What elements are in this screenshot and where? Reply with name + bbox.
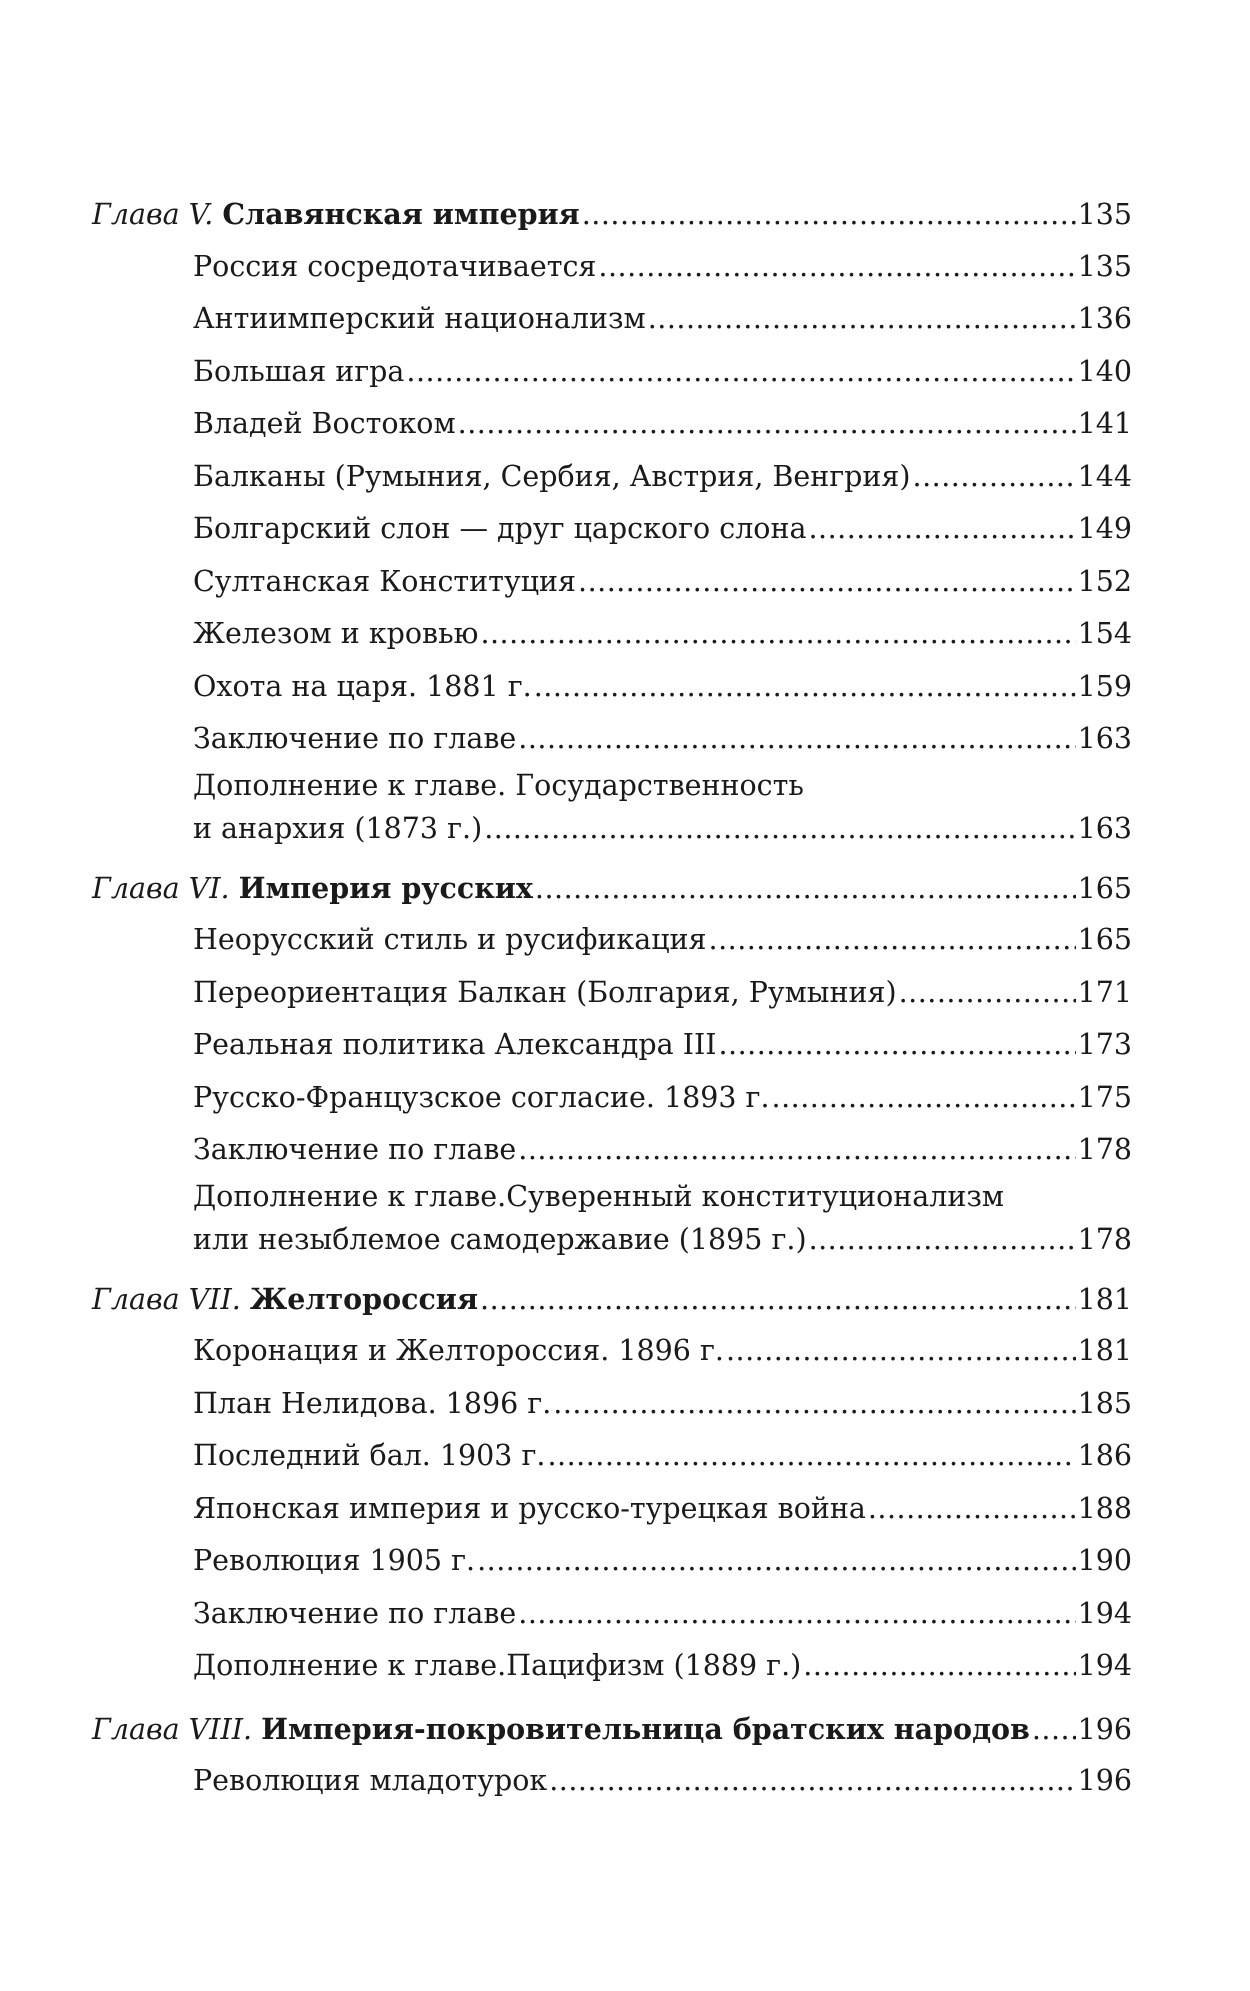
toc-entry[interactable] [92, 1378, 1132, 1431]
leader-dots [803, 1640, 1075, 1693]
leader-dots [709, 914, 1076, 967]
leader-dots [582, 189, 1076, 242]
entry-title: Коронация и Желтороссия. 1896 г. [193, 1334, 724, 1367]
leader-dots [484, 806, 1075, 852]
leader-dots [518, 1588, 1075, 1641]
entry-title: или незыблемое самодержавие (1895 г.) [193, 1222, 807, 1256]
leader-dots [477, 1535, 1075, 1588]
chapter-title: Империя русских [238, 870, 533, 905]
leader-dots [553, 1378, 1075, 1431]
toc-entry-addendum-line1[interactable] [92, 766, 1132, 806]
toc-entry[interactable] [92, 914, 1132, 967]
chapter-title: Империя-покровительница братских народов [261, 1711, 1030, 1746]
toc-entry[interactable] [92, 661, 1132, 714]
entry-title: Дополнение к главе. Государственность [193, 768, 804, 802]
entry-title: Заключение по главе [193, 722, 517, 755]
toc-entry[interactable] [92, 1325, 1132, 1378]
toc-entry[interactable] [92, 556, 1132, 609]
page-number: 175 [1077, 1080, 1132, 1114]
entry-title: Заключение по главе [193, 1133, 517, 1166]
entry-title: Дополнение к главе.Пацифизм (1889 г.) [193, 1649, 802, 1682]
page-number: 163 [1077, 811, 1132, 845]
page-number: 178 [1077, 1133, 1132, 1166]
entry-title: Неорусский стиль и русификация [193, 923, 707, 956]
page-number: 141 [1077, 407, 1132, 440]
leader-dots [868, 1483, 1076, 1536]
chapter-label: Глава VII. [92, 1282, 241, 1316]
toc-entry-addendum-line2[interactable] [92, 1217, 1132, 1263]
toc-entry[interactable] [92, 1072, 1132, 1125]
entry-title: Болгарский слон — друг царского слона [193, 512, 807, 545]
page-number: 165 [1077, 923, 1132, 956]
entry-title: Японская империя и русско-турецкая война [193, 1491, 866, 1525]
leader-dots [518, 713, 1075, 766]
entry-title: Балканы (Румыния, Сербия, Австрия, Венгрия) [193, 459, 911, 493]
toc-entry[interactable] [92, 1755, 1132, 1808]
entry-title: Заключение по главе [193, 1596, 517, 1630]
toc-entry[interactable] [92, 1019, 1132, 1072]
leader-dots [534, 661, 1076, 714]
toc-entry[interactable] [92, 451, 1132, 504]
page-number: 159 [1077, 669, 1132, 703]
page-number: 186 [1077, 1439, 1132, 1472]
leader-dots [480, 1274, 1076, 1327]
entry-title: Большая игра [193, 354, 405, 388]
entry-title: и анархия (1873 г.) [193, 811, 483, 845]
page-number: 178 [1077, 1222, 1132, 1256]
page-number: 181 [1077, 1282, 1132, 1316]
chapter-label: Глава VIII. [92, 1712, 253, 1746]
leader-dots [406, 346, 1075, 399]
toc-entry[interactable] [92, 1124, 1132, 1177]
toc-entry[interactable] [92, 967, 1132, 1020]
page-number: 165 [1077, 871, 1132, 905]
toc-entry[interactable] [92, 1588, 1132, 1641]
entry-title: Последний бал. 1903 г. [193, 1439, 546, 1472]
page-number: 194 [1077, 1649, 1132, 1682]
page-number: 149 [1077, 512, 1132, 545]
leader-dots [808, 503, 1075, 556]
leader-dots [726, 1325, 1076, 1378]
entry-title: Султанская Конституция [193, 564, 577, 598]
page-number: 190 [1077, 1544, 1132, 1577]
leader-dots [458, 398, 1076, 451]
entry-title: Россия сосредотачивается [193, 249, 597, 283]
toc-entry[interactable] [92, 1483, 1132, 1536]
leader-dots [913, 451, 1076, 504]
toc-entry[interactable] [92, 1430, 1132, 1483]
chapter-label: Глава VI. [92, 871, 230, 905]
page-number: 136 [1077, 302, 1132, 335]
page-number: 140 [1077, 354, 1132, 388]
leader-dots [598, 241, 1075, 294]
leader-dots [1032, 1704, 1076, 1757]
toc-entry[interactable] [92, 1535, 1132, 1588]
toc-entry-addendum-line1[interactable] [92, 1177, 1132, 1217]
page-number: 171 [1077, 975, 1132, 1009]
entry-title: Железом и кровью [193, 617, 479, 650]
entry-title: Антиимперский национализм [193, 302, 646, 335]
leader-dots [719, 1019, 1076, 1072]
entry-title: План Нелидова. 1896 г. [193, 1386, 552, 1420]
entry-title: Реальная политика Александра III [193, 1028, 717, 1061]
entry-title: Переориентация Балкан (Болгария, Румыния) [193, 975, 897, 1009]
page-number: 188 [1077, 1491, 1132, 1525]
toc-entry[interactable] [92, 398, 1132, 451]
page-number: 163 [1077, 722, 1132, 755]
page-number: 181 [1077, 1334, 1132, 1367]
chapter-label: Глава V. [92, 198, 214, 231]
toc-entry[interactable] [92, 608, 1132, 661]
entry-title: Революция 1905 г. [193, 1544, 476, 1577]
page-number: 185 [1077, 1386, 1132, 1420]
leader-dots [809, 1217, 1076, 1263]
chapter-5-entry[interactable] [92, 188, 1132, 241]
chapter-7-entry[interactable] [92, 1273, 1132, 1326]
page-number: 196 [1077, 1764, 1132, 1797]
table-of-contents [92, 188, 1132, 1808]
chapter-title: Желтороссия [249, 1281, 479, 1316]
leader-dots [548, 1430, 1076, 1483]
toc-entry-addendum-line2[interactable] [92, 806, 1132, 852]
page-number: 154 [1077, 617, 1132, 650]
chapter-title: Славянская империя [222, 197, 580, 231]
page-number: 152 [1077, 564, 1132, 598]
toc-entry[interactable] [92, 713, 1132, 766]
page-number: 135 [1077, 198, 1132, 231]
entry-title: Русско-Французское согласие. 1893 г. [193, 1080, 770, 1114]
entry-title: Революция младотурок [193, 1764, 548, 1797]
page-number: 144 [1077, 459, 1132, 493]
leader-dots [518, 1124, 1075, 1177]
chapter-6-entry[interactable] [92, 862, 1132, 915]
entry-title: Дополнение к главе.Суверенный конституционализм [193, 1179, 1005, 1213]
page-number: 194 [1077, 1596, 1132, 1630]
toc-entry[interactable] [92, 503, 1132, 556]
toc-entry[interactable] [92, 346, 1132, 399]
page-number: 196 [1077, 1712, 1132, 1746]
leader-dots [549, 1755, 1075, 1808]
entry-title: Охота на царя. 1881 г. [193, 669, 532, 703]
page-number: 173 [1077, 1028, 1132, 1061]
toc-entry[interactable] [92, 1640, 1132, 1693]
page-number: 135 [1077, 249, 1132, 283]
leader-dots [648, 293, 1076, 346]
leader-dots [535, 863, 1076, 916]
leader-dots [480, 608, 1075, 661]
leader-dots [578, 556, 1076, 609]
entry-title: Владей Востоком [193, 407, 456, 440]
leader-dots [899, 967, 1076, 1020]
toc-entry[interactable] [92, 241, 1132, 294]
chapter-8-entry[interactable] [92, 1703, 1132, 1756]
leader-dots [772, 1072, 1076, 1125]
toc-entry[interactable] [92, 293, 1132, 346]
